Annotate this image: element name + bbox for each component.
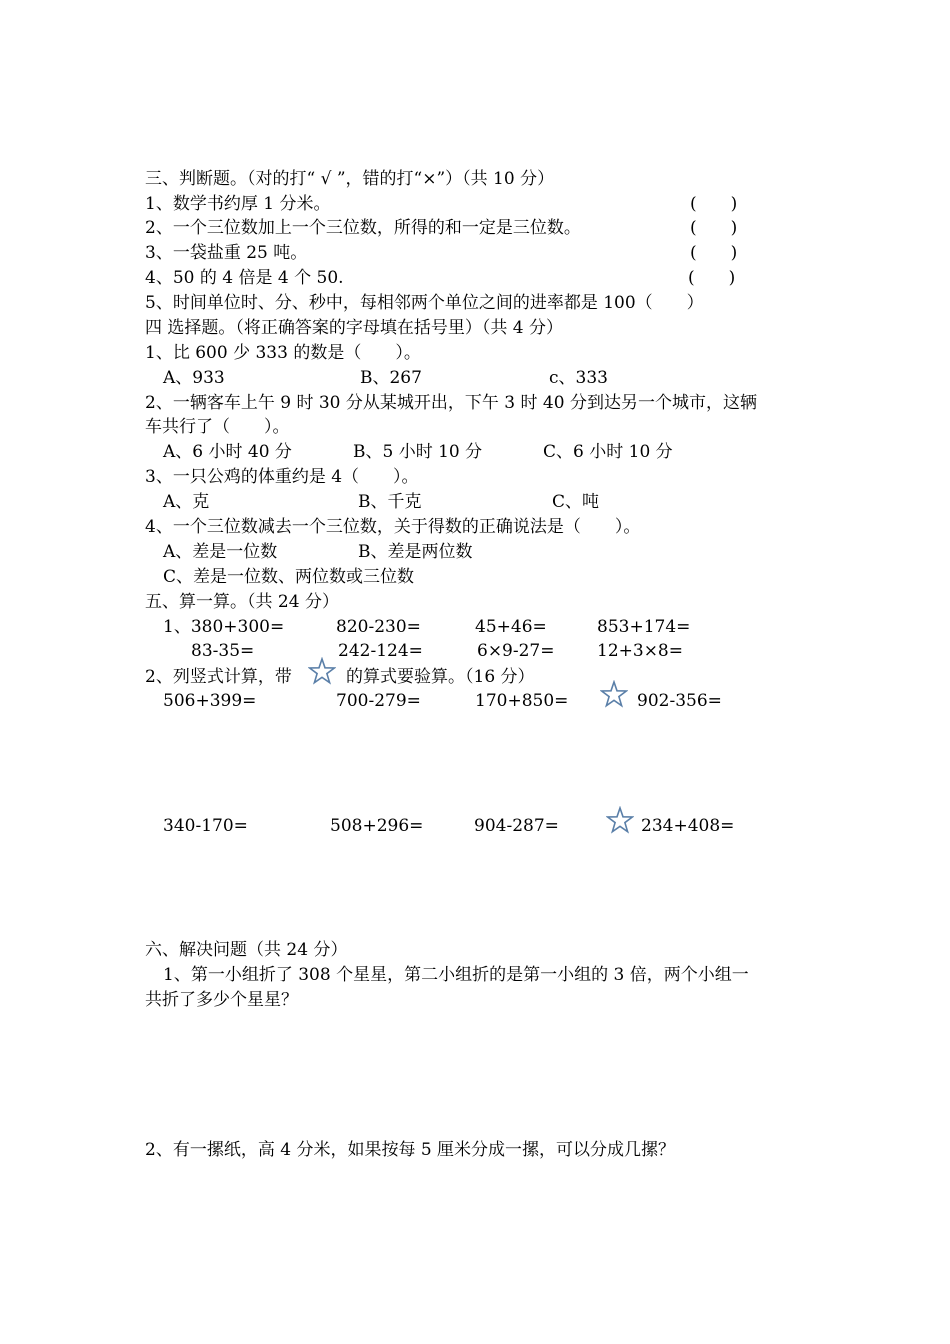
s3-item-1: 1、数学书约厚 1 分米。 — [145, 194, 331, 214]
s6-q1-line2: 共折了多少个星星？ — [145, 990, 298, 1010]
section4-title: 四 选择题。（将正确答案的字母填在括号里）（共 4 分） — [145, 318, 564, 338]
s4-q1-option-c: c、333 — [549, 368, 608, 388]
s5-row3-item-2: 700-279= — [336, 691, 421, 711]
s4-q1-option-a: A、933 — [163, 368, 225, 388]
s5-row3-item-3: 170+850= — [475, 691, 569, 711]
s5-row4-item-1: 340-170= — [163, 816, 248, 836]
section6-title: 六、解决问题（共 24 分） — [145, 940, 348, 960]
s5-q2-suffix: 的算式要验算。（16 分） — [346, 667, 535, 687]
s4-q4: 4、一个三位数减去一个三位数，关于得数的正确说法是（ ）。 — [145, 517, 641, 537]
s4-q3-option-c: C、吨 — [552, 492, 600, 512]
s4-q4-option-a: A、差是一位数 — [163, 542, 278, 562]
s4-q4-option-c: C、差是一位数、两位数或三位数 — [163, 567, 415, 587]
s4-q2-option-c: C、6 小时 10 分 — [543, 442, 673, 462]
s4-q2-line2: 车共行了（ ）。 — [145, 417, 290, 437]
star-outline-icon — [600, 680, 628, 708]
s5-row3-item-4: 902-356= — [637, 691, 722, 711]
s5-row1-item-3: 45+46= — [475, 617, 547, 637]
s4-q2-option-a: A、6 小时 40 分 — [163, 442, 292, 462]
s3-item-3: 3、一袋盐重 25 吨。 — [145, 243, 308, 263]
section3-title: 三、判断题。（对的打“ √ ”，错的打“×”）（共 10 分） — [145, 169, 555, 189]
s5-row2-item-1: 83-35= — [191, 641, 255, 661]
star-outline-icon — [606, 806, 634, 834]
s3-item-5: 5、时间单位时、分、秒中，每相邻两个单位之间的进率都是 100（ ） — [145, 293, 704, 313]
s6-q2: 2、有一摞纸，高 4 分米，如果按每 5 厘米分成一摞，可以分成几摞？ — [145, 1140, 676, 1160]
s5-q2-prefix: 2、列竖式计算，带 — [145, 667, 292, 687]
s3-answer-paren-1[interactable]: ( ) — [690, 194, 738, 214]
s3-answer-paren-3[interactable]: ( ) — [690, 243, 738, 263]
s3-answer-paren-2[interactable]: ( ) — [690, 218, 738, 238]
section5-title: 五、算一算。（共 24 分） — [145, 592, 339, 612]
s5-row1-item-2: 820-230= — [336, 617, 421, 637]
s4-q2-line1: 2、一辆客车上午 9 时 30 分从某城开出，下午 3 时 40 分到达另一个城市，这辆 — [145, 393, 757, 413]
s4-q1-option-b: B、267 — [360, 368, 422, 388]
s5-row1-item-1: 1、380+300= — [163, 617, 285, 637]
s5-row3-item-1: 506+399= — [163, 691, 257, 711]
s5-row2-item-4: 12+3×8= — [597, 641, 683, 661]
s4-q3: 3、一只公鸡的体重约是 4（ ）。 — [145, 467, 419, 487]
s4-q4-option-b: B、差是两位数 — [358, 542, 473, 562]
s4-q2-option-b: B、5 小时 10 分 — [353, 442, 483, 462]
s3-answer-paren-4[interactable]: ( ) — [688, 268, 736, 288]
s5-row2-item-2: 242-124= — [338, 641, 423, 661]
s3-item-2: 2、一个三位数加上一个三位数，所得的和一定是三位数。 — [145, 218, 581, 238]
s5-row1-item-4: 853+174= — [597, 617, 691, 637]
s3-item-4: 4、50 的 4 倍是 4 个 50. — [145, 268, 344, 288]
star-outline-icon — [308, 657, 336, 685]
s5-row4-item-3: 904-287= — [474, 816, 559, 836]
s5-row4-item-4: 234+408= — [641, 816, 735, 836]
s5-row4-item-2: 508+296= — [330, 816, 424, 836]
s6-q1-line1: 1、第一小组折了 308 个星星，第二小组折的是第一小组的 3 倍，两个小组一 — [163, 965, 749, 985]
s5-row2-item-3: 6×9-27= — [477, 641, 555, 661]
s4-q1: 1、比 600 少 333 的数是（ ）。 — [145, 343, 421, 363]
s4-q3-option-a: A、克 — [163, 492, 210, 512]
s4-q3-option-b: B、千克 — [358, 492, 422, 512]
